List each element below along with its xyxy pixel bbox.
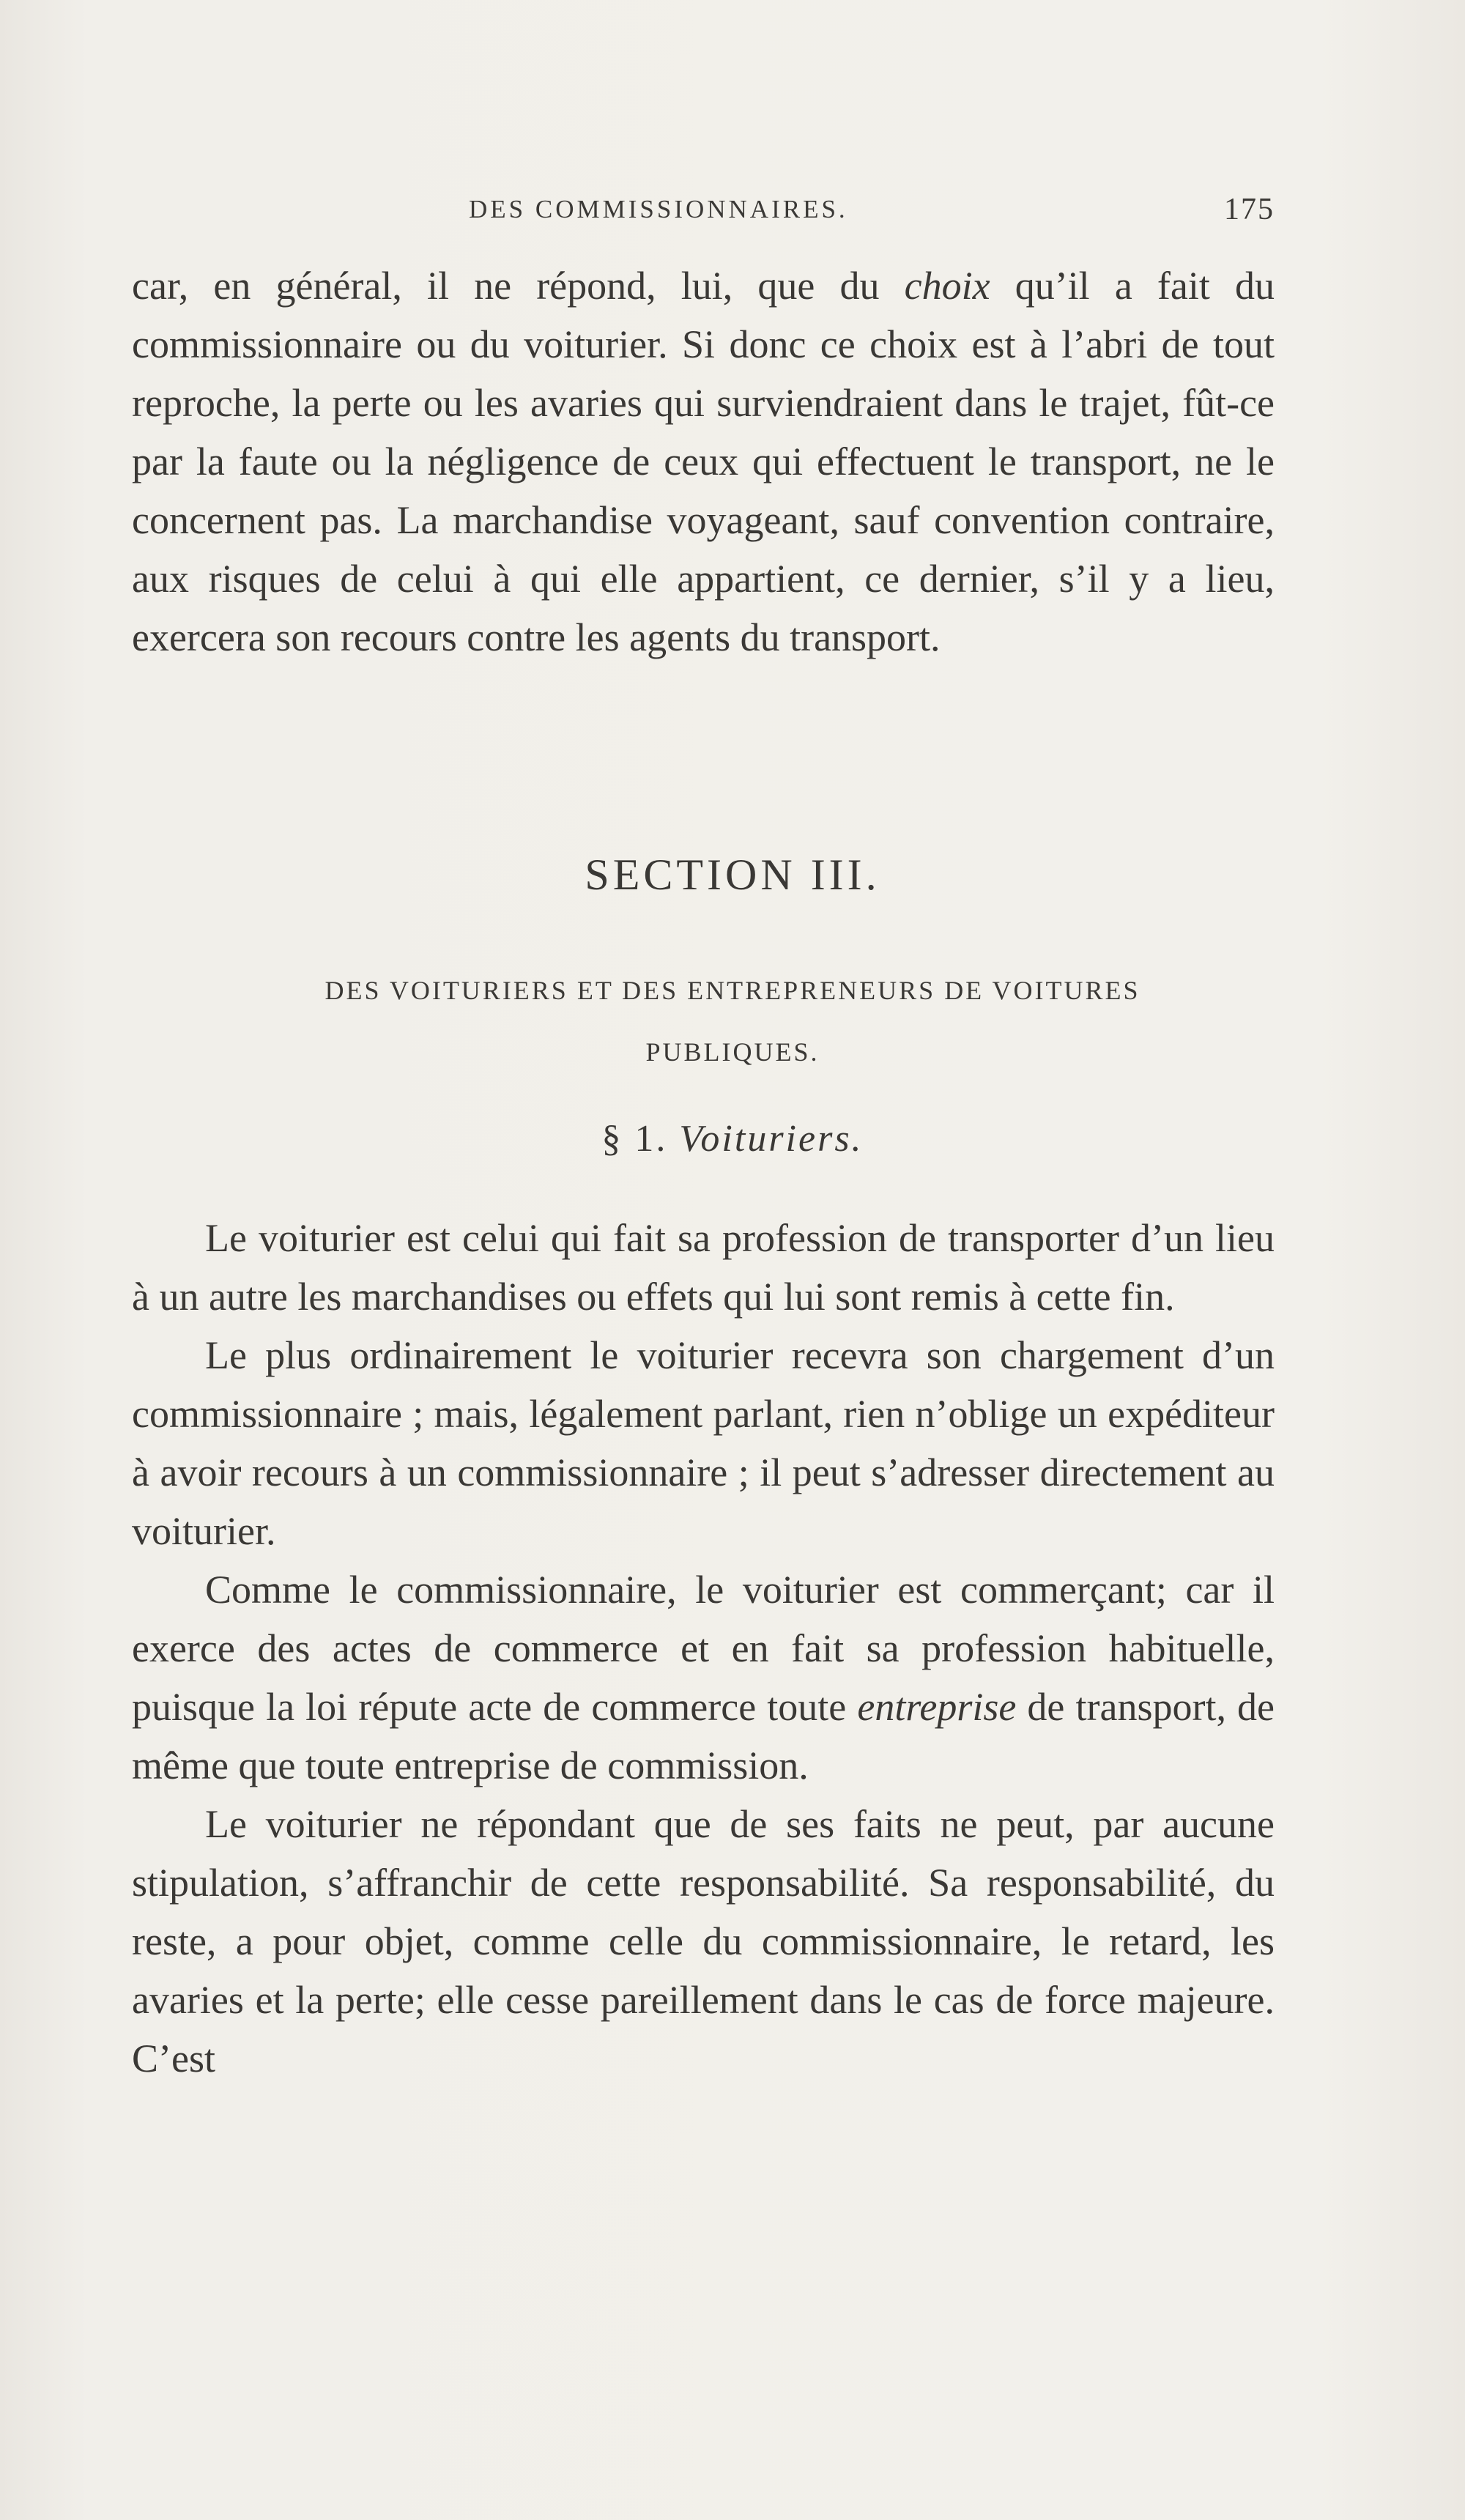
body-paragraph-4: Le voiturier ne répondant que de ses faits ne peut, par aucune stipulation, s’affranchir de cette responsabilité. Sa responsabilité, du reste, a pour objet, comme celle du commissionnaire, le retard, les avaries et la perte; elle cesse pareillement dans le cas de force majeure. C’est	[132, 1802, 1275, 2080]
paragraph-heading	[0, 1117, 1465, 1160]
body-paragraph-3-italic: entreprise	[857, 1685, 1017, 1729]
opening-paragraph	[132, 256, 1275, 667]
paragraph-title: Voituriers.	[679, 1118, 864, 1160]
section-subtitle	[146, 960, 1318, 1083]
section-subtitle-line1: DES VOITURIERS ET DES ENTREPRENEURS DE VOITURES	[324, 976, 1141, 1005]
body-paragraph-3	[132, 1560, 1275, 1795]
page-number: 175	[1224, 193, 1275, 226]
body-paragraph-3-part1: Comme le commissionnaire, le voiturier est commerçant; car il exerce des actes de commerce et en fait sa profession habituelle, puisque la loi répute acte de commerce toute	[132, 1568, 1275, 1729]
opening-italic-word: choix	[904, 264, 990, 308]
section-body	[132, 1209, 1275, 2088]
body-paragraph-1: Le voiturier est celui qui fait sa profession de transporter d’un lieu à un autre les marchandises ou effets qui lui sont remis à cette fin.	[132, 1216, 1275, 1319]
section-heading: SECTION III.	[585, 850, 880, 899]
opening-text-part2: qu’il a fait du commissionnaire ou du voiturier. Si donc ce choix est à l’abri de tout reproche, la perte ou les avaries qui surviendraient dans le trajet, fût-ce par la faute ou la négligence de ceux qui effectuent le transport, ne le concernent pas. La marchandise voyageant, sauf convention contraire, aux risques de celui à qui elle appartient, ce dernier, s’il y a lieu, exercera son recours contre les agents du transport.	[132, 264, 1275, 659]
running-head: DES COMMISSIONNAIRES.	[469, 195, 848, 223]
section-subtitle-line2: PUBLIQUES.	[645, 1037, 820, 1067]
body-paragraph-2: Le plus ordinairement le voiturier recevra son chargement d’un commissionnaire ; mais, légalement parlant, rien n’oblige un expéditeur à avoir recours à un commissionnaire ; il peut s’adresser directement au voiturier.	[132, 1333, 1275, 1553]
page-header	[132, 189, 1275, 233]
opening-text-part1: car, en général, il ne répond, lui, que du	[132, 264, 905, 308]
paragraph-number: § 1.	[601, 1118, 668, 1160]
body-paragraph-3-part2: de transport, de même que toute entreprise de commission.	[132, 1685, 1275, 1787]
